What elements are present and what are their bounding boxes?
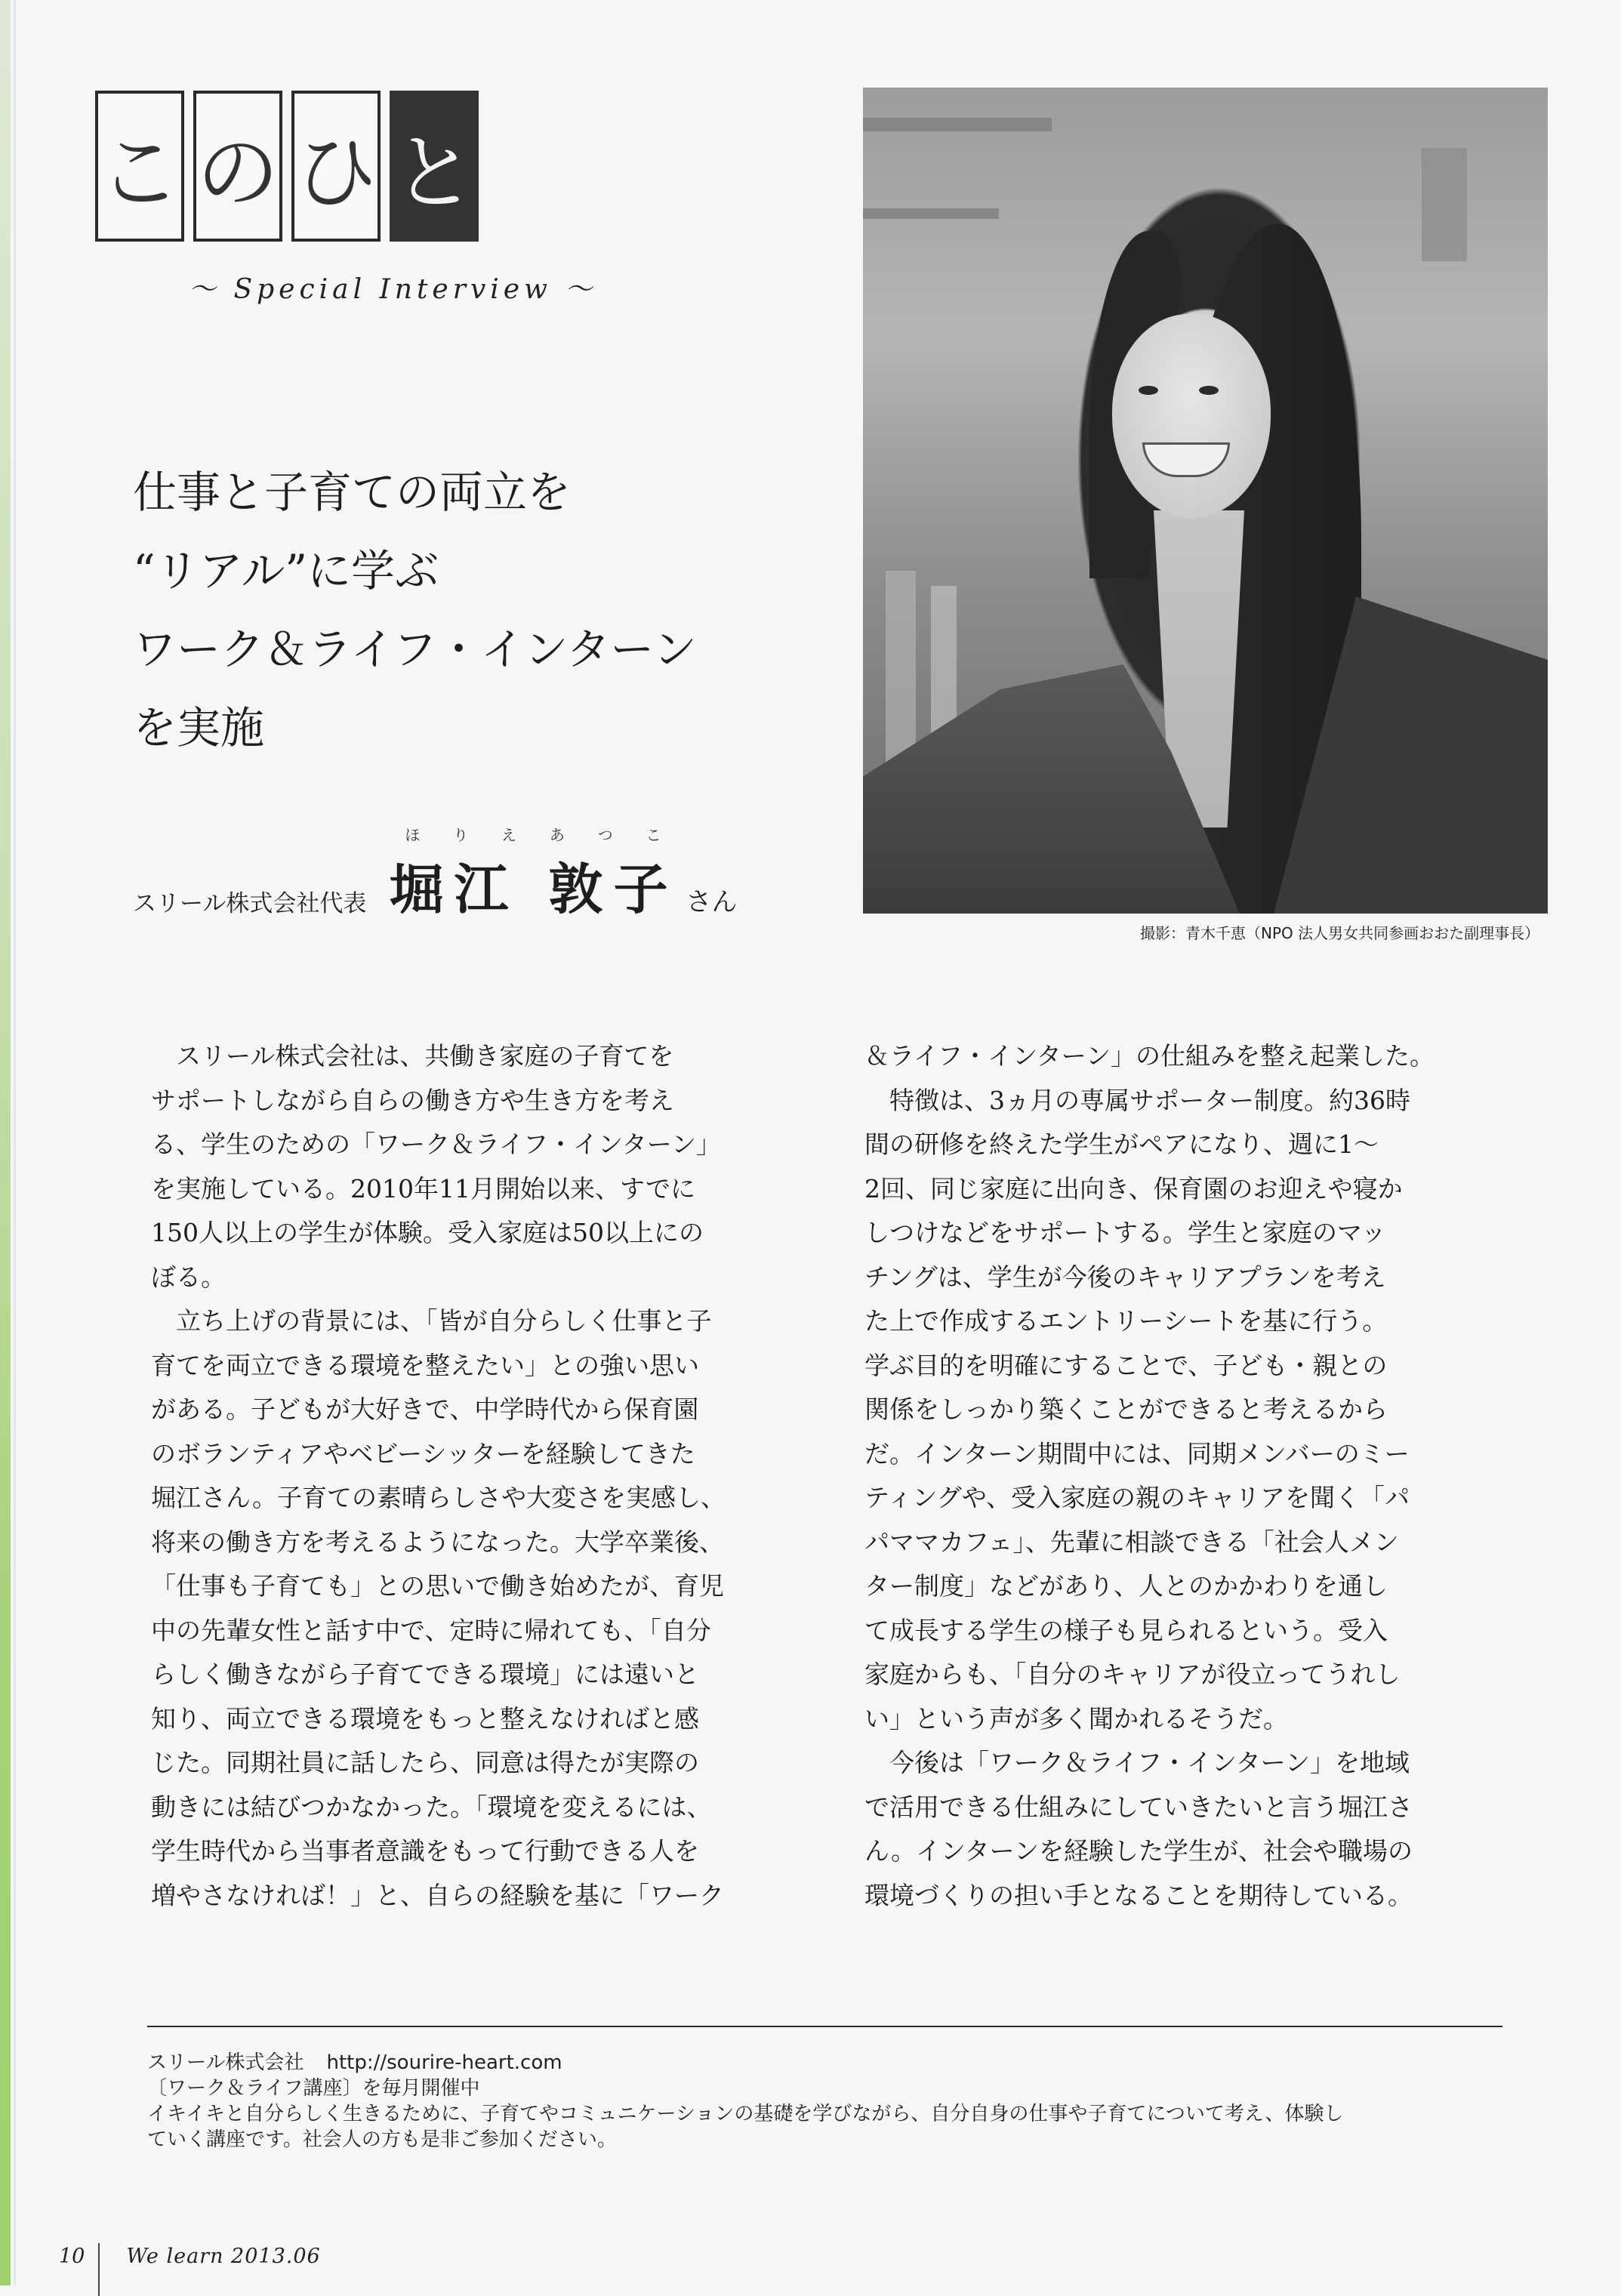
page-footer bbox=[59, 2230, 321, 2282]
byline-honorific: さん bbox=[686, 887, 738, 917]
body-column-left bbox=[151, 1034, 815, 1918]
body-line: て成長する学生の様子も見られるという。受入 bbox=[864, 1615, 1388, 1645]
photo-caption: 撮影：青木千恵（NPO 法人男女共同参画おおた副理事長） bbox=[1140, 924, 1540, 942]
name-ruby bbox=[389, 823, 678, 845]
body-line: 今後は「ワーク＆ライフ・インターン」を地域 bbox=[864, 1748, 1410, 1777]
body-line: 増やさなければ！」と、自らの経験を基に「ワーク bbox=[151, 1880, 724, 1910]
ruby-char: り bbox=[453, 826, 470, 844]
body-line: ぼる。 bbox=[151, 1262, 226, 1292]
binding-stripe bbox=[0, 0, 11, 2285]
info-url-link[interactable]: http://sourire-heart.com bbox=[326, 2051, 562, 2074]
body-line: 将来の働き方を考えるようになった。大学卒業後、 bbox=[151, 1527, 724, 1557]
section-subtitle: ～ Special Interview ～ bbox=[189, 274, 597, 305]
body-line: チングは、学生が今後のキャリアプランを考え bbox=[864, 1262, 1386, 1292]
body-line: 「仕事も子育ても」との思いで働き始めたが、育児 bbox=[151, 1571, 724, 1601]
body-line: で活用できる仕組みにしていきたいと言う堀江さ bbox=[864, 1792, 1413, 1822]
ruby-char: あ bbox=[549, 826, 566, 844]
byline bbox=[133, 826, 738, 924]
body-line: 動きには結びつかなかった。「環境を変えるには、 bbox=[151, 1792, 712, 1822]
body-line: ター制度」などがあり、人とのかかわりを通し bbox=[864, 1571, 1388, 1601]
ruby-char: こ bbox=[646, 826, 663, 844]
ruby-char: え bbox=[501, 826, 518, 844]
body-line: パママカフェ」、先輩に相談できる「社会人メン bbox=[864, 1527, 1399, 1557]
magazine-issue: We learn 2013.06 bbox=[126, 2244, 321, 2268]
body-line: 2回、同じ家庭に出向き、保育園のお迎えや寝か bbox=[864, 1173, 1403, 1203]
ruby-char: ほ bbox=[405, 826, 422, 844]
title-char-box-inverted: と bbox=[390, 91, 479, 242]
face bbox=[1112, 314, 1271, 518]
byline-company-title: スリール株式会社代表 bbox=[133, 890, 367, 917]
info-company-name: スリール株式会社 bbox=[147, 2051, 304, 2074]
article-headline bbox=[133, 453, 827, 767]
interviewee-name: 堀江 敦子 bbox=[389, 857, 679, 921]
body-line: 特徴は、3ヵ月の専属サポーター制度。約36時 bbox=[864, 1085, 1410, 1115]
body-column-right bbox=[864, 1034, 1529, 1918]
body-line: がある。子どもが大好きで、中学時代から保育園 bbox=[151, 1395, 699, 1424]
body-line: 学ぶ目的を明確にすることで、子ども・親との bbox=[864, 1350, 1388, 1380]
background-books bbox=[886, 571, 916, 767]
body-line: らしく働きながら子育てできる環境」には遠いと bbox=[151, 1660, 699, 1689]
title-boxes bbox=[95, 91, 479, 242]
byline-name-wrap bbox=[389, 826, 679, 924]
title-char-box: ひ bbox=[291, 91, 381, 242]
body-line: い」という声が多く聞かれるそうだ。 bbox=[864, 1703, 1288, 1734]
eye bbox=[1199, 386, 1219, 395]
body-line: スリール株式会社は、共働き家庭の子育てを bbox=[151, 1041, 674, 1071]
body-line: 家庭からも、「自分のキャリアが役立ってうれし bbox=[864, 1660, 1401, 1689]
title-char-box: の bbox=[193, 91, 282, 242]
background-frame bbox=[1422, 148, 1467, 261]
footer-divider bbox=[98, 2243, 100, 2296]
page-number: 10 bbox=[59, 2244, 85, 2268]
body-line: 立ち上げの背景には、「皆が自分らしく仕事と子 bbox=[151, 1306, 712, 1336]
headline-line: “リアル”に学ぶ bbox=[133, 545, 439, 596]
body-line: た上で作成するエントリーシートを基に行う。 bbox=[864, 1306, 1388, 1336]
body-line: じた。同期社員に話したら、同意は得たが実際の bbox=[151, 1748, 699, 1777]
body-line: 環境づくりの担い手となることを期待している。 bbox=[864, 1880, 1413, 1910]
eye bbox=[1139, 386, 1158, 395]
body-line: 堀江さん。子育ての素晴らしさや大変さを実感し、 bbox=[151, 1483, 726, 1512]
body-line: しつけなどをサポートする。学生と家庭のマッ bbox=[864, 1218, 1386, 1247]
info-event: 〔ワーク＆ライフ講座〕を毎月開催中 bbox=[147, 2077, 480, 2100]
headline-line: 仕事と子育ての両立を bbox=[133, 467, 572, 518]
body-line: のボランティアやベビーシッターを経験してきた bbox=[151, 1438, 695, 1469]
body-line: サポートしながら自らの働き方や生き方を考え bbox=[151, 1085, 674, 1115]
body-line: を実施している。2010年11月開始以来、すでに bbox=[151, 1173, 695, 1203]
info-box bbox=[147, 2050, 1343, 2153]
body-line: 間の研修を終えた学生がペアになり、週に1～ bbox=[864, 1130, 1379, 1159]
body-line: 知り、両立できる環境をもっと整えなければと感 bbox=[151, 1703, 699, 1734]
body-line: ん。インターンを経験した学生が、社会や職場の bbox=[864, 1836, 1413, 1866]
body-line: る、学生のための「ワーク＆ライフ・インターン」 bbox=[151, 1130, 722, 1159]
body-line: 関係をしっかり築くことができると考えるから bbox=[864, 1395, 1388, 1424]
info-description: ていく講座です。社会人の方も是非ご参加ください。 bbox=[147, 2128, 617, 2151]
background-shelf bbox=[863, 208, 999, 219]
background-shelf bbox=[863, 118, 1052, 131]
body-line: ＆ライフ・インターン」の仕組みを整え起業した。 bbox=[864, 1041, 1435, 1071]
body-line: ティングや、受入家庭の親のキャリアを聞く「パ bbox=[864, 1483, 1410, 1512]
ruby-char: つ bbox=[597, 826, 615, 844]
headline-line: を実施 bbox=[133, 702, 265, 754]
info-description: イキイキと自分らしく生きるために、子育てやコミュニケーションの基礎を学びながら、自分自身の仕事や子育てについて考え、体験し bbox=[147, 2103, 1344, 2125]
title-char-box: こ bbox=[95, 91, 184, 242]
headline-line: ワーク＆ライフ・インターン bbox=[133, 624, 698, 675]
body-line: 学生時代から当事者意識をもって行動できる人を bbox=[151, 1836, 699, 1866]
info-company-row bbox=[147, 2050, 1343, 2076]
body-line: 150人以上の学生が体験。受入家庭は50以上にの bbox=[151, 1218, 704, 1247]
body-line: 育てを両立できる環境を整えたい」との強い思い bbox=[151, 1350, 699, 1380]
info-divider bbox=[147, 2026, 1502, 2027]
portrait-photo bbox=[863, 88, 1548, 914]
body-line: だ。インターン期間中には、同期メンバーのミー bbox=[864, 1438, 1410, 1469]
body-line: 中の先輩女性と話す中で、定時に帰れても、「自分 bbox=[151, 1615, 711, 1645]
